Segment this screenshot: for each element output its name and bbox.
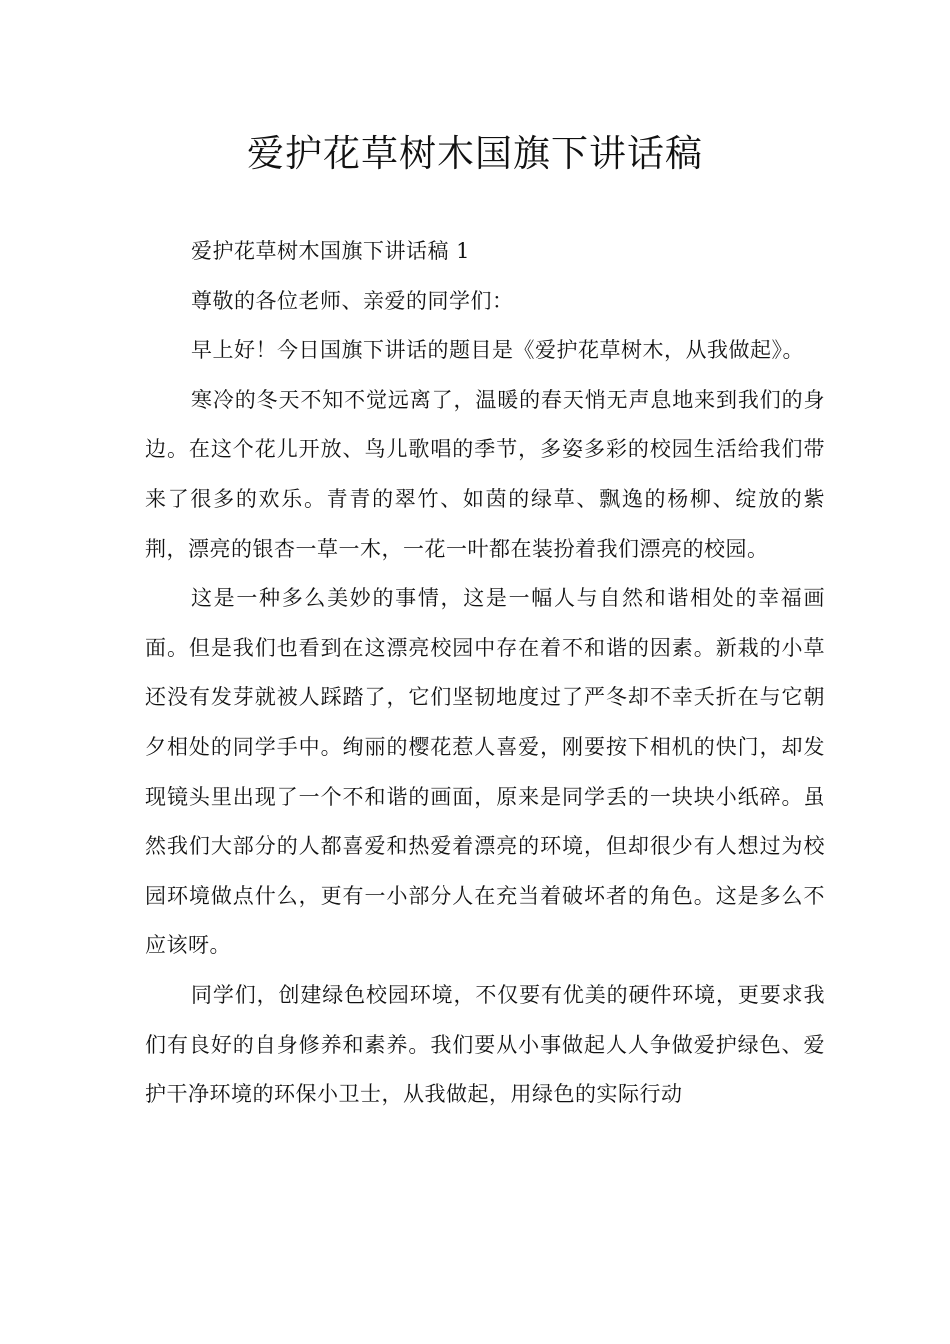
paragraph-green-campus: 同学们，创建绿色校园环境，不仅要有优美的硬件环境，更要求我们有良好的自身修养和素养。我们要从小事做起人人争做爱护绿色、爱护干净环境的环保小卫士，从我做起，用绿色的实际行动 (145, 982, 825, 1107)
document-body (145, 227, 825, 1120)
paragraph-harmony: 这是一种多么美妙的事情，这是一幅人与自然和谐相处的幸福画面。但是我们也看到在这漂亮校园中存在着不和谐的因素。新栽的小草还没有发芽就被人踩踏了，它们坚韧地度过了严冬却不幸夭折在与它朝夕相处的同学手中。绚丽的樱花惹人喜爱，刚要按下相机的快门，却发现镜头里出现了一个不和谐的画面，原来是同学丢的一块块小纸碎。虽然我们大部分的人都喜爱和热爱着漂亮的环境，但却很少有人想过为校园环境做点什么，更有一小部分人在充当着破坏者的角色。这是多么不应该呀。 (145, 586, 825, 958)
paragraph-greeting: 早上好！今日国旗下讲话的题目是《爱护花草树木，从我做起》。 (191, 338, 804, 363)
paragraph-subtitle: 爱护花草树木国旗下讲话稿 1 (191, 239, 471, 263)
paragraph-salutation: 尊敬的各位老师、亲爱的同学们： (191, 288, 514, 313)
document-title: 爱护花草树木国旗下讲话稿 (247, 132, 703, 175)
paragraph-spring: 寒冷的冬天不知不觉远离了，温暖的春天悄无声息地来到我们的身边。在这个花儿开放、鸟儿歌唱的季节，多姿多彩的校园生活给我们带来了很多的欢乐。青青的翠竹、如茵的绿草、飘逸的杨柳、绽放的紫荆，漂亮的银杏一草一木，一花一叶都在装扮着我们漂亮的校园。 (145, 387, 825, 561)
